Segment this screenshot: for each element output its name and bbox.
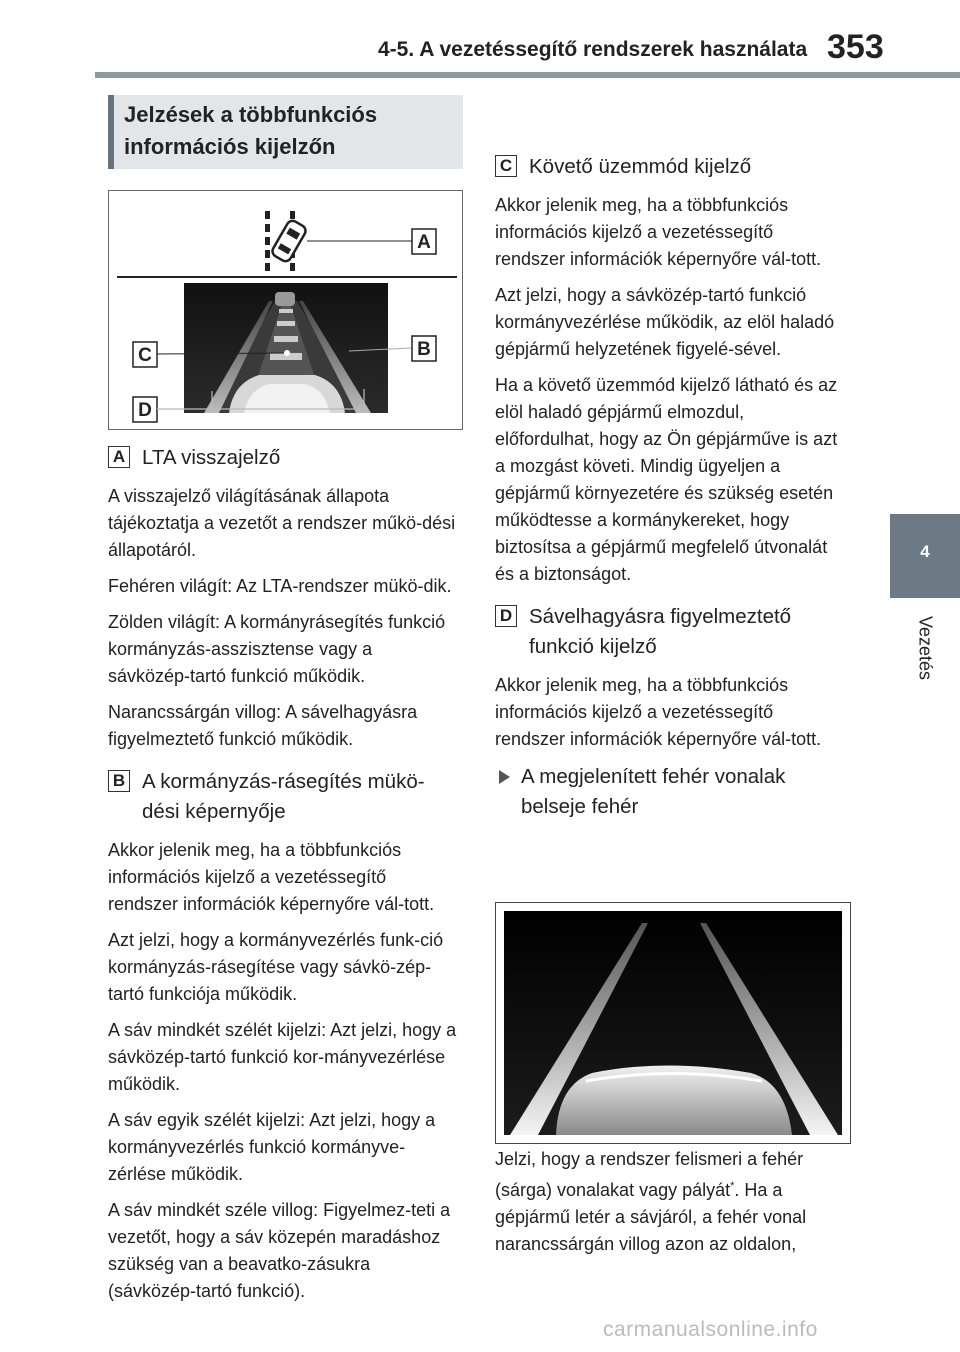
lane-lines-svg	[496, 903, 850, 1143]
chapter-number: 4	[920, 542, 930, 561]
item-b-para-3: A sáv mindkét szélét kijelzi: Azt jelzi, hogy a sávközép-tartó funkció kor-mányvezérlése működik.	[108, 1020, 457, 1094]
item-c-para-3: Ha a követő üzemmód kijelző látható és az elöl haladó gépjármű elmozdul, előfordulhat, hogy az Ön gépjárműve is azt a mozgást követi. Mindig ügyeljen a gépjármű környezetére és szükség esetén működtesse a kormánykereket, hogy biztosítsa a gépjármű megfelelő útvonalát és a biztonságot.	[495, 375, 838, 584]
subheading-white-lines	[495, 762, 845, 822]
item-d-title-line1: Sávelhagyásra figyelmeztető	[529, 605, 792, 628]
item-a-heading	[108, 443, 458, 473]
display-illustration-svg	[109, 191, 462, 429]
display-illustration	[108, 190, 463, 430]
running-header-title: 4-5. A vezetéssegítő rendszerek használata	[378, 38, 808, 61]
badge-d: D	[495, 605, 517, 627]
callout-a: A	[417, 232, 431, 253]
item-c-heading	[495, 152, 845, 182]
triangle-bullet-icon	[499, 770, 510, 784]
item-b-heading	[108, 767, 458, 827]
chapter-tab	[890, 514, 960, 598]
badge-c: C	[495, 155, 517, 177]
callout-c: C	[138, 345, 152, 366]
header-rule	[95, 72, 960, 78]
callout-b: B	[417, 339, 431, 360]
item-a-para-3: Zölden világít: A kormányrásegítés funkció kormányzás-asszisztense vagy a sávközép-tartó funkció működik.	[108, 612, 446, 686]
bottom-paragraph	[495, 1146, 845, 1267]
item-b-title-line2: dési képernyője	[142, 800, 286, 823]
chapter-label: Vezetés	[915, 615, 936, 681]
lane-lines-illustration	[495, 902, 851, 1144]
item-c-para-2: Azt jelzi, hogy a sávközép-tartó funkció kormányvezérlése működik, az elöl haladó gépjármű helyzetének figyelé-sével.	[495, 285, 835, 359]
chapter-label-box	[890, 598, 960, 698]
item-a-para-4: Narancssárgán villog: A sávelhagyásra figyelmeztető funkció működik.	[108, 702, 418, 749]
item-d-heading	[495, 602, 845, 662]
badge-b: B	[108, 770, 130, 792]
footnote-mark: *	[730, 1180, 735, 1192]
right-column	[495, 88, 845, 834]
page-number: 353	[827, 28, 884, 66]
item-b-para-5: A sáv mindkét széle villog: Figyelmez-teti a vezetőt, hogy a sáv közepén maradáshoz szükség van a beavatko-zásukra (sávközép-tartó funkció).	[108, 1200, 451, 1301]
item-b-title-line1: A kormányzás-rásegítés mükö-	[142, 770, 425, 793]
item-a-para-2: Fehéren világít: Az LTA-rendszer mükö-dik.	[108, 576, 452, 596]
subheading-line2: belseje fehér	[521, 795, 639, 818]
item-a-title: LTA visszajelző	[142, 446, 281, 469]
item-c-para-1: Akkor jelenik meg, ha a többfunkciós információs kijelző a vezetéssegítő rendszer információk képernyőre vál-tott.	[495, 195, 822, 269]
left-column	[108, 443, 458, 1314]
lta-indicator-icon	[265, 211, 308, 271]
item-c-title: Követő üzemmód kijelző	[529, 155, 752, 178]
item-b-para-4: A sáv egyik szélét kijelzi: Azt jelzi, hogy a kormányvezérlés funkció kormányve-zérlése működik.	[108, 1110, 436, 1184]
watermark: carmanualsonline.info	[603, 1318, 818, 1341]
item-a-para-1: A visszajelző világításának állapota tájékoztatja a vezetőt a rendszer műkö-dési állapotáról.	[108, 486, 456, 560]
badge-a: A	[108, 446, 130, 468]
bottom-text-part1: Jelzi, hogy a rendszer felismeri a fehér (sárga) vonalakat vagy pályát	[495, 1149, 804, 1200]
bottom-text-part2: . Ha a gépjármű letér a sávjáról, a fehér vonal narancssárgán villog azon az oldalon,	[495, 1180, 807, 1254]
section-heading-line1: Jelzések a többfunkciós	[124, 102, 378, 127]
section-heading	[108, 95, 463, 169]
callout-d: D	[138, 400, 152, 421]
bottom-paragraph-text	[495, 1146, 845, 1258]
subheading-line1: A megjelenített fehér vonalak	[521, 765, 786, 788]
item-b-para-2: Azt jelzi, hogy a kormányvezérlés funk-ció kormányzás-rásegítése vagy sávkö-zép-tartó funkciója működik.	[108, 930, 444, 1004]
section-heading-line2: információs kijelzőn	[124, 134, 336, 159]
item-d-para-1: Akkor jelenik meg, ha a többfunkciós információs kijelző a vezetéssegítő rendszer információk képernyőre vál-tott.	[495, 675, 822, 749]
item-b-para-1: Akkor jelenik meg, ha a többfunkciós információs kijelző a vezetéssegítő rendszer információk képernyőre vál-tott.	[108, 840, 435, 914]
item-d-title-line2: funkció kijelző	[529, 635, 657, 658]
